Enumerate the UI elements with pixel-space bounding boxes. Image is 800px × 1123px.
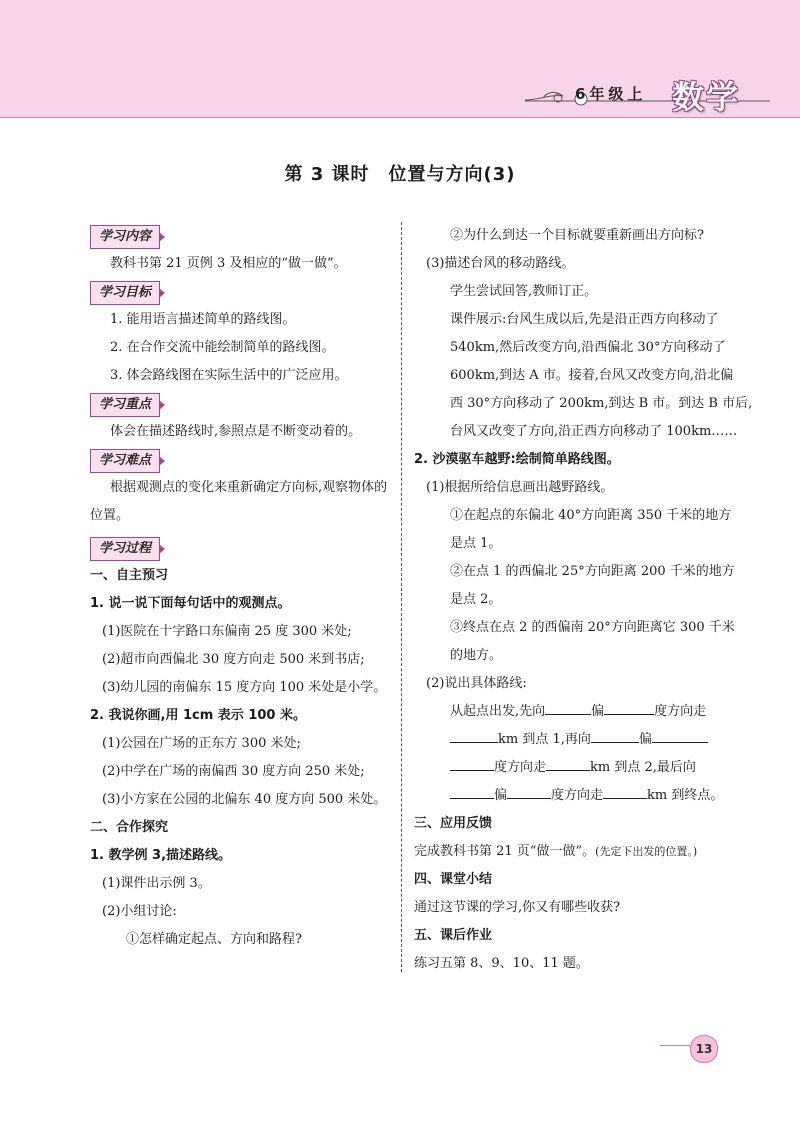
fill-text: 从起点出发,先向: [450, 704, 546, 719]
point-line: ②在点 1 的西偏北 25°方向距离 200 千米的地方: [450, 564, 735, 579]
fill-text: 偏: [638, 732, 652, 747]
header-grade: 6年级上: [575, 85, 647, 103]
section-heading: 四、课堂小结: [414, 872, 493, 887]
point-line: 是点 2。: [450, 592, 502, 607]
feedback-text: [414, 838, 724, 866]
course-line: 课件展示:台风生成以后,先是沿正西方向移动了: [450, 312, 719, 327]
tag-learning-content: 学习内容: [90, 225, 160, 249]
fill-blank[interactable]: [652, 728, 708, 743]
list-item: ①怎样确定起点、方向和路程?: [126, 932, 302, 947]
column-divider: [401, 222, 402, 972]
fill-text: 偏: [494, 788, 508, 803]
tag-learning-goals: 学习目标: [90, 281, 160, 305]
fill-blank[interactable]: [450, 728, 498, 743]
feedback-note: (先定下出发的位置。): [595, 845, 698, 858]
fill-blank[interactable]: [546, 756, 590, 771]
list-item: (1)医院在十字路口东偏南 25 度 300 米处;: [102, 624, 352, 639]
difficult-text: 位置。: [90, 508, 130, 523]
list-item: ②为什么到达一个目标就要重新画出方向标?: [450, 228, 704, 243]
list-item: (3)幼儿园的南偏东 15 度方向 100 米处是小学。: [102, 680, 387, 695]
point-line: 是点 1。: [450, 536, 502, 551]
summary-text: 通过这节课的学习,你又有哪些收获?: [414, 900, 621, 915]
section-heading: 五、课后作业: [414, 928, 493, 943]
tag-learning-process: 学习过程: [90, 537, 160, 561]
fill-blank[interactable]: [545, 700, 591, 715]
section-heading: 二、合作探究: [90, 820, 169, 835]
left-column: [90, 222, 390, 954]
fill-line: [414, 782, 724, 810]
question: 1. 说一说下面每句话中的观测点。: [90, 596, 291, 611]
fill-text: km 到终点。: [647, 788, 724, 803]
fill-text: km 到点 1,再向: [498, 732, 591, 747]
page-number: 13: [690, 1035, 718, 1063]
fill-text: km 到点 2,最后向: [590, 760, 696, 775]
question: 1. 教学例 3,描述路线。: [90, 848, 232, 863]
list-item: (3)小方家在公园的北偏东 40 度方向 500 米处。: [102, 792, 387, 807]
fill-line: [414, 754, 724, 782]
section-heading: 一、自主预习: [90, 568, 169, 583]
fill-blank[interactable]: [604, 700, 654, 715]
course-line: 600km,到达 A 市。接着,台风又改变方向,沿北偏: [450, 368, 734, 383]
fill-blank[interactable]: [603, 784, 647, 799]
fill-line: [414, 698, 724, 726]
list-item: (2)说出具体路线:: [426, 676, 527, 691]
list-item: (1)公园在广场的正东方 300 米处;: [102, 736, 301, 751]
list-item: (2)超市向西偏北 30 度方向走 500 米到书店;: [102, 652, 365, 667]
header-subject: 数学: [672, 78, 741, 116]
goal-item: 3. 体会路线图在实际生活中的广泛应用。: [110, 368, 348, 383]
fill-text: 度方向走: [551, 788, 604, 803]
fill-blank[interactable]: [507, 784, 551, 799]
list-item: (2)小组讨论:: [102, 904, 177, 919]
goal-item: 2. 在合作交流中能绘制简单的路线图。: [110, 340, 335, 355]
question: 2. 沙漠驱车越野:绘制简单路线图。: [414, 452, 620, 467]
homework-text: 练习五第 8、9、10、11 题。: [414, 956, 589, 971]
fill-blank[interactable]: [591, 728, 639, 743]
section-heading: 三、应用反馈: [414, 816, 493, 831]
course-line: 540km,然后改变方向,沿西偏北 30°方向移动了: [450, 340, 726, 355]
point-line: ③终点在点 2 的西偏南 20°方向距离它 300 千米: [450, 620, 735, 635]
fill-blank[interactable]: [450, 784, 494, 799]
point-line: 的地方。: [450, 648, 503, 663]
right-column: [414, 222, 753, 978]
page-tab: [660, 1031, 800, 1061]
key-text: 体会在描述路线时,参照点是不断变动着的。: [110, 424, 362, 439]
page-title: 第 3 课时 位置与方向(3): [284, 164, 516, 185]
list-item: (1)根据所给信息画出越野路线。: [426, 480, 614, 495]
feedback-main: 完成教科书第 21 页“做一做”。: [414, 844, 596, 859]
list-item: (3)描述台风的移动路线。: [426, 256, 575, 271]
question: 2. 我说你画,用 1cm 表示 100 米。: [90, 708, 306, 723]
course-line: 西 30°方向移动了 200km,到达 B 市。到达 B 市后,: [450, 396, 753, 411]
fill-line: [414, 726, 724, 754]
fill-blank[interactable]: [450, 756, 494, 771]
content-text: 教科书第 21 页例 3 及相应的“做一做”。: [110, 256, 347, 271]
tag-difficult-points: 学习难点: [90, 449, 160, 473]
answer-text: 学生尝试回答,教师订正。: [450, 284, 598, 299]
fill-text: 度方向走: [654, 704, 707, 719]
fill-text: 偏: [591, 704, 605, 719]
list-item: (1)课件出示例 3。: [102, 876, 211, 891]
course-line: 台风又改变了方向,沿正西方向移动了 100km……: [450, 424, 738, 439]
fill-text: 度方向走: [494, 760, 547, 775]
list-item: (2)中学在广场的南偏西 30 度方向 250 米处;: [102, 764, 365, 779]
point-line: ①在起点的东偏北 40°方向距离 350 千米的地方: [450, 508, 732, 523]
goal-item: 1. 能用语言描述简单的路线图。: [110, 312, 296, 327]
difficult-text: 根据观测点的变化来重新确定方向标,观察物体的: [110, 480, 388, 495]
tag-key-points: 学习重点: [90, 393, 160, 417]
